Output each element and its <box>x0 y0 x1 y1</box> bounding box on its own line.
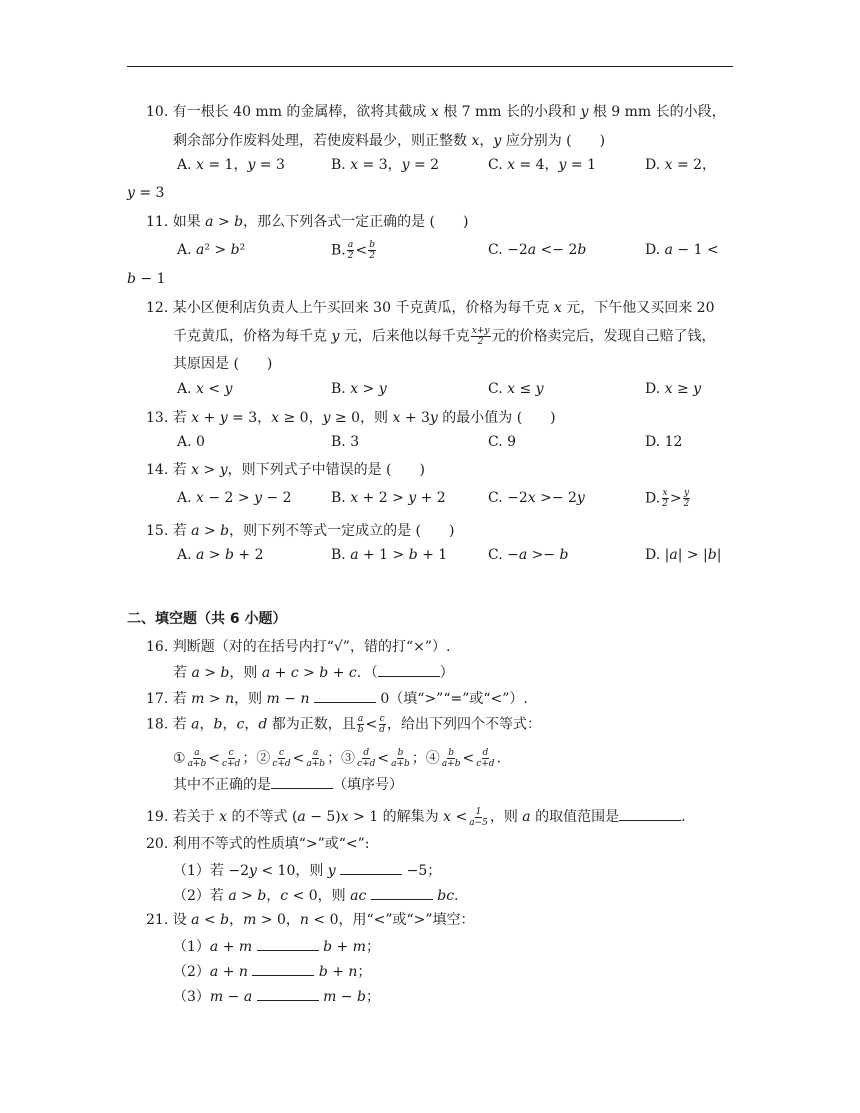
fraction <box>683 488 691 509</box>
q13-option-b: B. 3 <box>331 434 360 450</box>
item-number: ① <box>173 750 186 767</box>
q12-stem-line3: 其原因是 ( ) <box>173 356 273 372</box>
fraction-numerator: 𝑏 <box>448 748 455 758</box>
fraction-numerator: 𝑏 <box>397 748 404 758</box>
q11-option-d: D. 𝑎 − 1 < <box>645 242 719 258</box>
q20-part2-tail: 𝑏𝑐. <box>437 888 459 904</box>
q11-option-b-label: B. <box>331 242 346 259</box>
answer-blank[interactable] <box>340 860 402 875</box>
answer-blank[interactable] <box>378 662 440 677</box>
q14-option-a: A. 𝑥 − 2 > 𝑦 − 2 <box>177 490 292 506</box>
q20-part2 <box>173 885 459 906</box>
q13-option-a: A. 0 <box>177 434 205 450</box>
q18-question-tail: （填序号） <box>333 777 403 793</box>
q10-option-c: C. 𝑥 = 4，𝑦 = 1 <box>488 157 596 173</box>
q12-option-d: D. 𝑥 ≥ 𝑦 <box>645 381 702 397</box>
fraction <box>347 240 355 261</box>
q21-part1 <box>173 936 380 957</box>
fraction-denominator: 𝑎+𝑏 <box>391 759 410 769</box>
q21-part2 <box>173 961 371 982</box>
fraction <box>357 714 365 735</box>
fraction-numerator: 𝑑 <box>363 748 370 758</box>
q10-option-b: B. 𝑥 = 3，𝑦 = 2 <box>331 157 440 173</box>
less-than-sign: < <box>208 750 220 767</box>
q21-part3-tail: 𝑚 − 𝑏； <box>323 989 380 1005</box>
q12-stem-line2-text: 千克黄瓜，价格为每千克 𝑦 元，后来他以每千克 <box>173 328 470 345</box>
q14-option-d-label: D. <box>645 490 661 507</box>
q20-part1-text: （1）若 −2𝑦 < 10，则 𝑦 <box>173 863 336 879</box>
q10-option-d-wrap: 𝑦 = 3 <box>127 185 165 201</box>
fraction <box>305 748 326 769</box>
q16-statement <box>173 662 454 683</box>
q14-option-d <box>645 488 691 509</box>
fraction-denominator: 𝑏 <box>357 725 364 735</box>
q14-option-b: B. 𝑥 + 2 > 𝑦 + 2 <box>331 490 446 506</box>
q19-stem-mid: ，则 𝑎 的取值范围是 <box>489 809 620 825</box>
fraction-numerator: 𝑎 <box>194 748 200 758</box>
answer-blank[interactable] <box>619 806 681 821</box>
q18-question <box>173 774 403 795</box>
q12-stem-line2-tail: 元的价格卖完后，发现自己赔了钱， <box>491 328 716 345</box>
fraction-denominator: 𝑐+𝑑 <box>357 759 376 769</box>
fraction-numerator: 𝑐 <box>379 714 385 724</box>
fraction-numerator: 𝑑 <box>482 748 489 758</box>
fraction <box>390 748 411 769</box>
fraction <box>471 326 491 347</box>
q11-stem: 11. 如果 𝑎 > 𝑏，那么下列各式一定正确的是 ( ) <box>146 214 469 230</box>
fraction-numerator: 𝑐 <box>278 748 284 758</box>
q11-option-d-wrap: 𝑏 − 1 <box>127 271 166 287</box>
fraction-denominator: 2 <box>662 499 668 509</box>
fraction-denominator: 𝑐+𝑑 <box>221 759 241 769</box>
q21-part3 <box>173 986 380 1007</box>
answer-blank[interactable] <box>257 986 319 1001</box>
fraction <box>356 748 376 769</box>
fraction-denominator: 𝑎+𝑏 <box>441 759 461 769</box>
q12-option-b: B. 𝑥 > 𝑦 <box>331 381 387 397</box>
q11-option-c: C. −2𝑎 <− 2𝑏 <box>488 242 587 258</box>
q21-part1-text: （1）𝑎 + 𝑚 <box>173 939 253 955</box>
q14-stem: 14. 若 𝑥 > 𝑦，则下列式子中错误的是 ( ) <box>146 462 425 478</box>
q15-option-c: C. −𝑎 >− 𝑏 <box>488 547 569 563</box>
q17-stem-tail: 0（填“>”“=”或“<”）. <box>380 691 528 707</box>
q15-option-d: D. |𝑎| > |𝑏| <box>645 547 722 563</box>
fraction-numerator: 𝑏 <box>369 240 375 250</box>
less-than-sign: < <box>292 750 305 767</box>
fraction <box>221 748 241 769</box>
item-number: ；④ <box>411 750 440 767</box>
q10-stem-line2: 剩余部分作废料处理，若使废料最少，则正整数 𝑥，𝑦 应分别为 ( ) <box>173 133 606 149</box>
less-than-sign: < <box>355 242 368 259</box>
q12-option-c: C. 𝑥 ≤ 𝑦 <box>488 381 544 397</box>
q16-stem: 16. 判断题（对的在括号内打“√”，错的打“×”）. <box>146 639 451 655</box>
q21-part2-tail: 𝑏 + 𝑛； <box>318 964 372 980</box>
q21-part1-tail: 𝑏 + 𝑚； <box>323 939 380 955</box>
fraction-denominator: 𝑑 <box>379 725 385 735</box>
fraction-denominator: 𝑎+𝑏 <box>187 759 207 769</box>
q17-stem-text: 17. 若 𝑚 > 𝑛，则 𝑚 − 𝑛 <box>146 691 310 707</box>
fraction-denominator: 2 <box>369 251 375 261</box>
q12-stem-line2 <box>173 326 716 347</box>
q10-stem-line1: 10. 有一根长 40 mm 的金属棒，欲将其截成 𝑥 根 7 mm 长的小段和 𝑦 根 9 mm 长的小段， <box>146 104 726 120</box>
item-number: ；② <box>242 750 271 767</box>
fraction <box>475 748 495 769</box>
q20-stem: 20. 利用不等式的性质填“>”或“<”: <box>146 836 370 852</box>
q18-stem <box>146 714 541 735</box>
q12-option-a: A. 𝑥 < 𝑦 <box>177 381 233 397</box>
q21-part3-text: （3）𝑚 − 𝑎 <box>173 989 253 1005</box>
fraction-denominator: 2 <box>477 337 484 347</box>
q20-part1-tail: −5； <box>406 863 442 879</box>
q18-stem-tail: ，给出下列四个不等式： <box>387 716 541 733</box>
q10-option-d: D. 𝑥 = 2， <box>645 157 717 173</box>
fraction <box>368 240 376 261</box>
q20-part2-text: （2）若 𝑎 > 𝑏，𝑐 < 0，则 𝑎𝑐 <box>173 888 367 904</box>
item-number: ；③ <box>327 750 356 767</box>
fraction-numerator: 𝑎 <box>357 714 364 724</box>
less-than-sign: < <box>377 750 390 767</box>
answer-blank[interactable] <box>371 885 433 900</box>
q19-stem <box>146 806 686 828</box>
q12-stem-line1: 12. 某小区便利店负责人上午买回来 30 千克黄瓜，价格为每千克 𝑥 元，下午他又买回来 20 <box>146 300 715 316</box>
q13-option-c: C. 9 <box>488 434 517 450</box>
fraction <box>187 748 208 769</box>
header-rule <box>127 66 733 67</box>
q21-stem: 21. 设 𝑎 < 𝑏，𝑚 > 0，𝑛 < 0，用“<”或“>”填空： <box>146 912 475 928</box>
fraction-numerator: 𝑐 <box>228 748 234 758</box>
answer-blank[interactable] <box>314 688 376 703</box>
fraction <box>271 748 291 769</box>
fraction-numerator: 1 <box>475 806 482 817</box>
q16-close-paren: ） <box>439 665 454 681</box>
q15-stem: 15. 若 𝑎 > 𝑏，则下列不等式一定成立的是 ( ) <box>146 523 455 539</box>
fraction-denominator: 2 <box>683 499 690 509</box>
q11-option-a: A. 𝑎² > 𝑏² <box>177 242 246 258</box>
q11-option-b <box>331 240 377 261</box>
greater-than-sign: > <box>669 490 682 507</box>
fraction <box>378 714 386 735</box>
q15-option-b: B. 𝑎 + 1 > 𝑏 + 1 <box>331 547 448 563</box>
less-than-sign: < <box>365 716 378 733</box>
q21-part2-text: （2）𝑎 + 𝑛 <box>173 964 248 980</box>
fraction-denominator: 2 <box>347 251 354 261</box>
q20-part1 <box>173 860 441 881</box>
fraction-numerator: 𝑥 <box>662 488 668 498</box>
q13-stem: 13. 若 𝑥 + 𝑦 = 3，𝑥 ≥ 0，𝑦 ≥ 0，则 𝑥 + 3𝑦 的最小值为 ( ) <box>146 410 556 426</box>
fraction-numerator: 𝑥+𝑦 <box>471 326 490 336</box>
q16-statement-text: 若 𝑎 > 𝑏，则 𝑎 + 𝑐 > 𝑏 + 𝑐．（ <box>173 665 378 681</box>
fraction <box>661 488 669 509</box>
answer-blank[interactable] <box>252 961 314 976</box>
q15-option-a: A. 𝑎 > 𝑏 + 2 <box>177 547 264 563</box>
q13-option-d: D. 12 <box>645 434 683 450</box>
fraction-denominator: 𝑎+𝑏 <box>306 759 326 769</box>
fraction-denominator: 𝑐+𝑑 <box>272 759 291 769</box>
answer-blank[interactable] <box>271 774 333 789</box>
period: . <box>681 809 686 825</box>
fraction <box>441 748 462 769</box>
fraction-denominator: 𝑎−5 <box>469 817 488 828</box>
fraction-numerator: 𝑎 <box>313 748 319 758</box>
q17-stem <box>146 688 528 709</box>
q18-stem-text: 18. 若 𝑎，𝑏，𝑐，𝑑 都为正数，且 <box>146 716 356 733</box>
q19-stem-text: 19. 若关于 𝑥 的不等式 (𝑎 − 5)𝑥 > 1 的解集为 𝑥 < <box>146 809 468 825</box>
section-heading: 二、填空题（共 6 小题） <box>127 611 287 627</box>
period: . <box>496 750 502 767</box>
fraction-numerator: 𝑎 <box>347 240 354 250</box>
q18-question-text: 其中不正确的是 <box>173 777 271 793</box>
q14-option-c: C. −2𝑥 >− 2𝑦 <box>488 490 585 506</box>
fraction-denominator: 𝑐+𝑑 <box>476 759 495 769</box>
q10-option-a: A. 𝑥 = 1，𝑦 = 3 <box>177 157 285 173</box>
q18-inequalities <box>173 748 501 769</box>
less-than-sign: < <box>462 750 475 767</box>
fraction <box>468 807 489 828</box>
answer-blank[interactable] <box>257 936 319 951</box>
fraction-numerator: 𝑦 <box>683 488 690 498</box>
